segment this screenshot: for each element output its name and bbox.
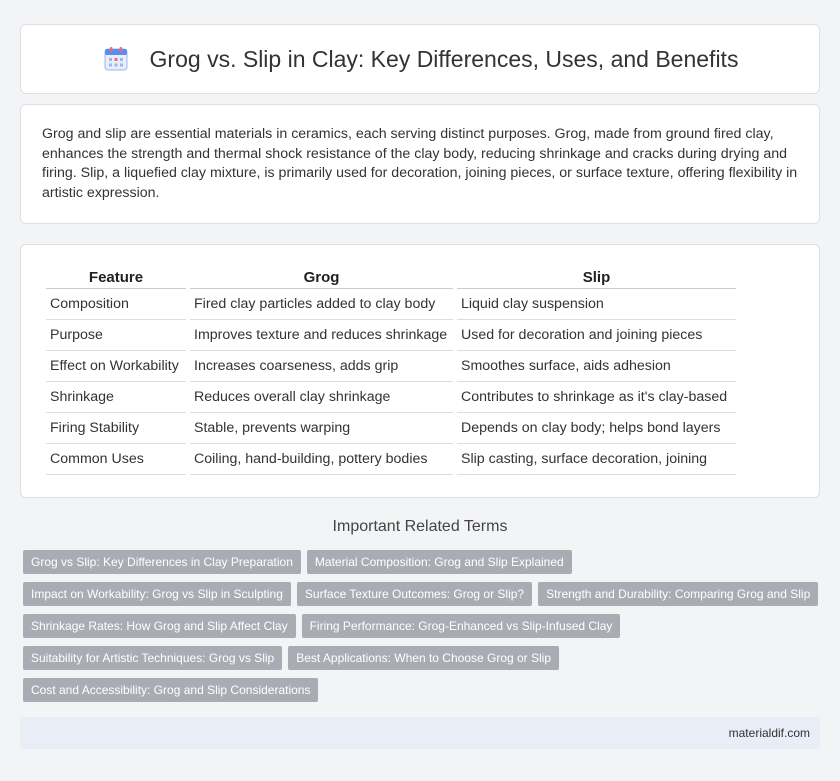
title-wrap xyxy=(102,45,739,73)
related-term-tag[interactable]: Material Composition: Grog and Slip Explained xyxy=(307,550,572,574)
related-term-tag[interactable]: Best Applications: When to Choose Grog or Slip xyxy=(288,646,559,670)
calendar-icon xyxy=(102,45,130,73)
table-cell: Fired clay particles added to clay body xyxy=(190,289,453,320)
table-cell: Slip casting, surface decoration, joining xyxy=(457,444,736,475)
table-cell: Increases coarseness, adds grip xyxy=(190,351,453,382)
related-terms-title: Important Related Terms xyxy=(332,518,508,535)
table-row xyxy=(46,413,736,444)
intro-text: Grog and slip are essential materials in ceramics, each serving distinct purposes. Grog, made from ground fired clay, enhances the strength and thermal shock resistance of the clay body, reducing shrinkage and cracks during drying and firing. Slip, a liquefied clay mixture, is primarily used for decoration, joining pieces, or surface texture, offering flexibility in artistic expression. xyxy=(42,126,798,201)
related-term-tag[interactable]: Surface Texture Outcomes: Grog or Slip? xyxy=(297,582,532,606)
table-row xyxy=(46,351,736,382)
tag-row xyxy=(23,678,823,702)
page-title: Grog vs. Slip in Clay: Key Differences, Uses, and Benefits xyxy=(149,45,739,72)
related-terms-tags xyxy=(23,550,823,710)
table-cell: Stable, prevents warping xyxy=(190,413,453,444)
table-cell: Improves texture and reduces shrinkage xyxy=(190,320,453,351)
related-term-tag[interactable]: Grog vs Slip: Key Differences in Clay Preparation xyxy=(23,550,301,574)
table-cell: Smoothes surface, aids adhesion xyxy=(457,351,736,382)
related-term-tag[interactable]: Strength and Durability: Comparing Grog and Slip xyxy=(538,582,818,606)
related-term-tag[interactable]: Shrinkage Rates: How Grog and Slip Affect Clay xyxy=(23,614,296,638)
tag-row xyxy=(23,582,823,606)
table-cell: Used for decoration and joining pieces xyxy=(457,320,736,351)
related-term-tag[interactable]: Suitability for Artistic Techniques: Grog vs Slip xyxy=(23,646,282,670)
table-cell: Contributes to shrinkage as it's clay-based xyxy=(457,382,736,413)
table-row xyxy=(46,444,736,475)
intro-card xyxy=(20,104,820,224)
table-row xyxy=(46,289,736,320)
column-header-feature: Feature xyxy=(46,267,186,289)
related-term-tag[interactable]: Impact on Workability: Grog vs Slip in Sculpting xyxy=(23,582,291,606)
table-cell: Composition xyxy=(46,289,186,320)
comparison-table-card xyxy=(20,244,820,498)
tag-row xyxy=(23,614,823,638)
comparison-table xyxy=(42,267,740,475)
footer xyxy=(20,717,820,749)
table-cell: Reduces overall clay shrinkage xyxy=(190,382,453,413)
column-header-slip: Slip xyxy=(457,267,736,289)
table-cell: Effect on Workability xyxy=(46,351,186,382)
column-header-grog: Grog xyxy=(190,267,453,289)
table-header-row xyxy=(46,267,736,289)
tag-row xyxy=(23,646,823,670)
table-row xyxy=(46,382,736,413)
header-card xyxy=(20,24,820,94)
footer-site-link[interactable]: materialdif.com xyxy=(728,726,810,740)
table-cell: Coiling, hand-building, pottery bodies xyxy=(190,444,453,475)
table-cell: Liquid clay suspension xyxy=(457,289,736,320)
table-cell: Purpose xyxy=(46,320,186,351)
table-cell: Firing Stability xyxy=(46,413,186,444)
table-cell: Depends on clay body; helps bond layers xyxy=(457,413,736,444)
table-cell: Shrinkage xyxy=(46,382,186,413)
related-term-tag[interactable]: Cost and Accessibility: Grog and Slip Considerations xyxy=(23,678,318,702)
table-row xyxy=(46,320,736,351)
table-cell: Common Uses xyxy=(46,444,186,475)
tag-row xyxy=(23,550,823,574)
related-term-tag[interactable]: Firing Performance: Grog-Enhanced vs Slip-Infused Clay xyxy=(302,614,621,638)
